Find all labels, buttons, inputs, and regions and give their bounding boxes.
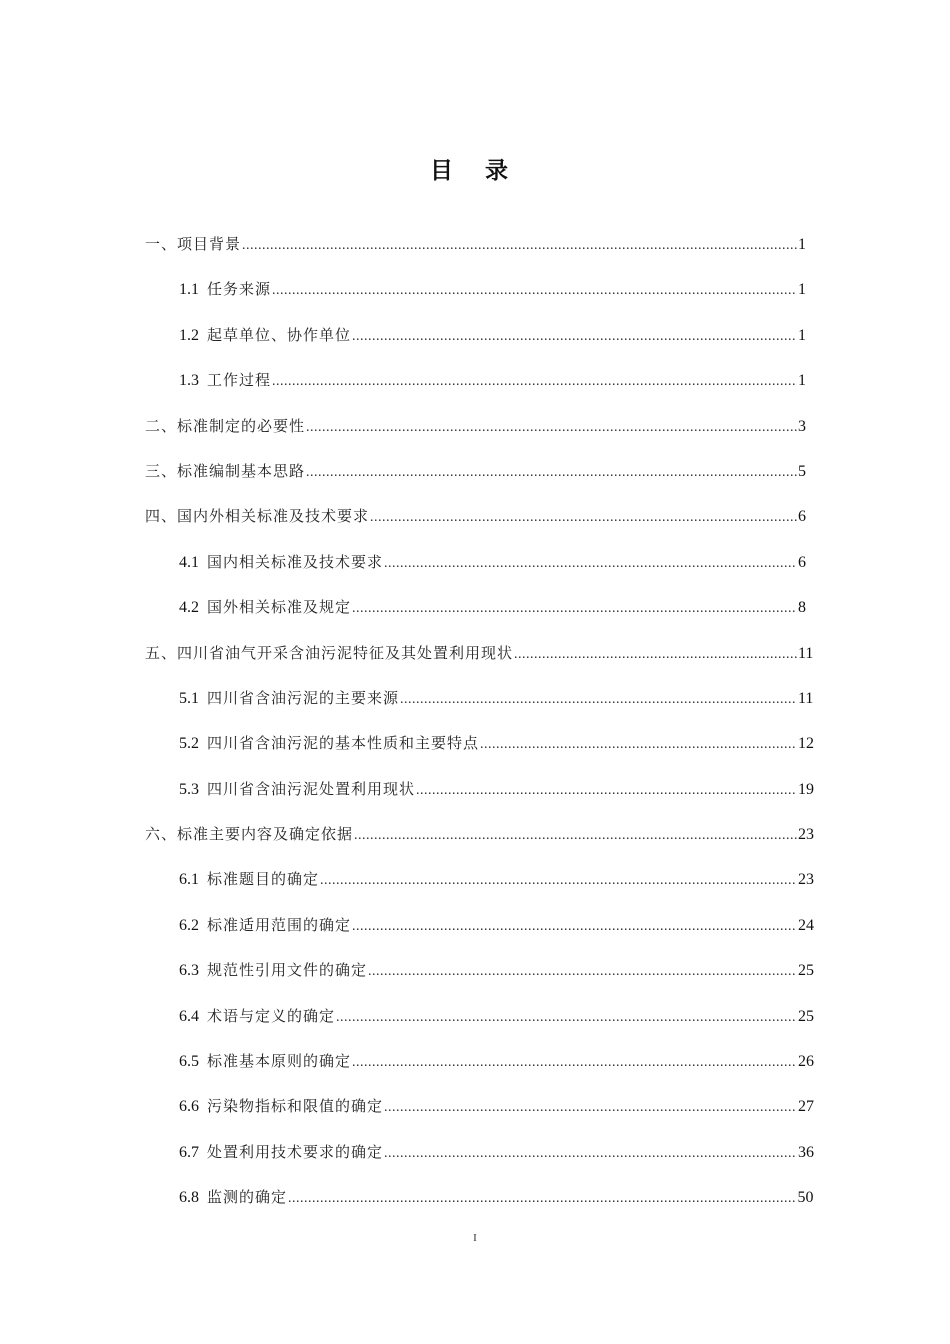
page-footer-number: I (473, 1232, 477, 1244)
dot-leader (306, 416, 797, 440)
toc-page-number: 1 (798, 281, 806, 299)
dot-leader (352, 1051, 797, 1075)
dot-leader (336, 1006, 797, 1030)
toc-entry-6-8[interactable] (145, 1185, 814, 1230)
toc-page-number: 3 (798, 417, 806, 435)
toc-entry-5-2[interactable] (145, 731, 814, 776)
toc-page-number: 19 (798, 780, 814, 798)
dot-leader (352, 597, 797, 621)
dot-leader (272, 279, 797, 303)
toc-entry-section-3[interactable] (145, 459, 806, 504)
toc-entry-6-2[interactable] (145, 913, 814, 958)
dot-leader (272, 370, 797, 394)
toc-entry-text: 监测的确定 (207, 1188, 288, 1207)
toc-entry-text: 五、四川省油气开采含油污泥特征及其处置利用现状 (145, 643, 514, 662)
toc-entry-number: 6.4 (179, 1007, 199, 1025)
dot-leader (354, 824, 797, 848)
toc-entry-text: 起草单位、协作单位 (207, 325, 352, 344)
toc-page-number: 12 (798, 735, 814, 753)
dot-leader (514, 643, 797, 667)
toc-entry-number: 5.2 (179, 735, 199, 753)
dot-leader (370, 506, 797, 530)
toc-entry-5-1[interactable] (145, 686, 814, 731)
toc-entry-text: 四、国内外相关标准及技术要求 (145, 507, 370, 526)
toc-entry-section-6[interactable] (145, 822, 814, 867)
toc-entry-number: 5.1 (179, 689, 199, 707)
toc-entry-text: 工作过程 (207, 371, 272, 390)
toc-entry-text: 四川省含油污泥处置利用现状 (207, 779, 416, 798)
dot-leader (416, 779, 797, 803)
toc-entry-text: 二、标准制定的必要性 (145, 416, 306, 435)
toc-entry-text: 四川省含油污泥的主要来源 (207, 688, 400, 707)
toc-page-number: 11 (798, 689, 814, 707)
toc-entry-section-4[interactable] (145, 504, 806, 549)
toc-entry-number: 1.1 (179, 281, 199, 299)
toc-page-number: 25 (798, 962, 814, 980)
dot-leader (384, 552, 797, 576)
toc-entry-text: 三、标准编制基本思路 (145, 461, 306, 480)
dot-leader (242, 234, 797, 258)
toc-entry-1-1[interactable] (145, 277, 806, 322)
toc-entry-6-4[interactable] (145, 1004, 814, 1049)
toc-entry-text: 一、项目背景 (145, 235, 242, 253)
toc-page-number: 8 (798, 599, 806, 617)
dot-leader (384, 1096, 797, 1120)
dot-leader (352, 325, 797, 349)
dot-leader (320, 869, 797, 893)
toc-page-number: 23 (798, 826, 814, 844)
toc-entry-text: 标准基本原则的确定 (207, 1052, 352, 1071)
toc-entry-4-2[interactable] (145, 595, 806, 640)
dot-leader (384, 1142, 797, 1166)
dot-leader (306, 461, 797, 485)
toc-entry-section-5[interactable] (145, 641, 814, 686)
toc-entry-number: 6.5 (179, 1053, 199, 1071)
toc-entry-text: 规范性引用文件的确定 (207, 961, 368, 980)
toc-page-number: 26 (798, 1053, 814, 1071)
toc-entry-number: 6.3 (179, 962, 199, 980)
toc-entry-section-2[interactable] (145, 414, 806, 459)
dot-leader (368, 960, 797, 984)
toc-entry-text: 处置利用技术要求的确定 (207, 1142, 384, 1161)
toc-entry-text: 标准题目的确定 (207, 870, 320, 889)
toc-entry-6-1[interactable] (145, 867, 814, 912)
toc-page-number: 23 (798, 871, 814, 889)
toc-entry-6-6[interactable] (145, 1094, 814, 1139)
toc-entry-text: 六、标准主要内容及确定依据 (145, 825, 354, 844)
toc-entry-6-7[interactable] (145, 1140, 814, 1185)
toc-page-number: 1 (798, 372, 806, 390)
toc-entry-number: 4.2 (179, 599, 199, 617)
toc-entry-5-3[interactable] (145, 777, 814, 822)
toc-entry-1-3[interactable] (145, 368, 806, 413)
toc-entry-text: 任务来源 (207, 280, 272, 299)
toc-page-number: 5 (798, 462, 806, 480)
toc-page-number: 6 (798, 508, 806, 526)
toc-entry-6-5[interactable] (145, 1049, 814, 1094)
toc-entry-text: 污染物指标和限值的确定 (207, 1097, 384, 1116)
toc-entry-text: 标准适用范围的确定 (207, 915, 352, 934)
toc-entry-number: 6.7 (179, 1143, 199, 1161)
toc-page-number: 1 (798, 326, 806, 344)
toc-entry-text: 四川省含油污泥的基本性质和主要特点 (207, 734, 480, 753)
toc-entry-4-1[interactable] (145, 550, 806, 595)
toc-entry-number: 6.8 (179, 1189, 199, 1207)
toc-page-number: 6 (798, 553, 806, 571)
toc-entry-number: 6.1 (179, 871, 199, 889)
dot-leader (352, 915, 797, 939)
toc-page-number: 36 (798, 1143, 814, 1161)
toc-page-number: 24 (798, 916, 814, 934)
toc-entry-number: 1.2 (179, 326, 199, 344)
toc-page-number: 1 (798, 236, 806, 253)
toc-entry-1-2[interactable] (145, 323, 806, 368)
table-of-contents (145, 232, 814, 1231)
toc-entry-section-1[interactable] (145, 232, 806, 277)
toc-entry-number: 1.3 (179, 372, 199, 390)
toc-entry-text: 国内相关标准及技术要求 (207, 552, 384, 571)
toc-entry-number: 4.1 (179, 553, 199, 571)
toc-title: 目 录 (429, 158, 520, 184)
toc-entry-text: 术语与定义的确定 (207, 1006, 336, 1025)
toc-entry-text: 国外相关标准及规定 (207, 598, 352, 617)
toc-entry-number: 6.6 (179, 1098, 199, 1116)
dot-leader (400, 688, 797, 712)
toc-page-number: 11 (798, 644, 814, 662)
toc-entry-number: 6.2 (179, 916, 199, 934)
toc-page-number: 25 (798, 1007, 814, 1025)
dot-leader (480, 733, 797, 757)
toc-entry-number: 5.3 (179, 780, 199, 798)
toc-page-number: 50 (797, 1189, 814, 1207)
dot-leader (288, 1187, 797, 1211)
toc-entry-6-3[interactable] (145, 958, 814, 1003)
toc-page-number: 27 (798, 1098, 814, 1116)
